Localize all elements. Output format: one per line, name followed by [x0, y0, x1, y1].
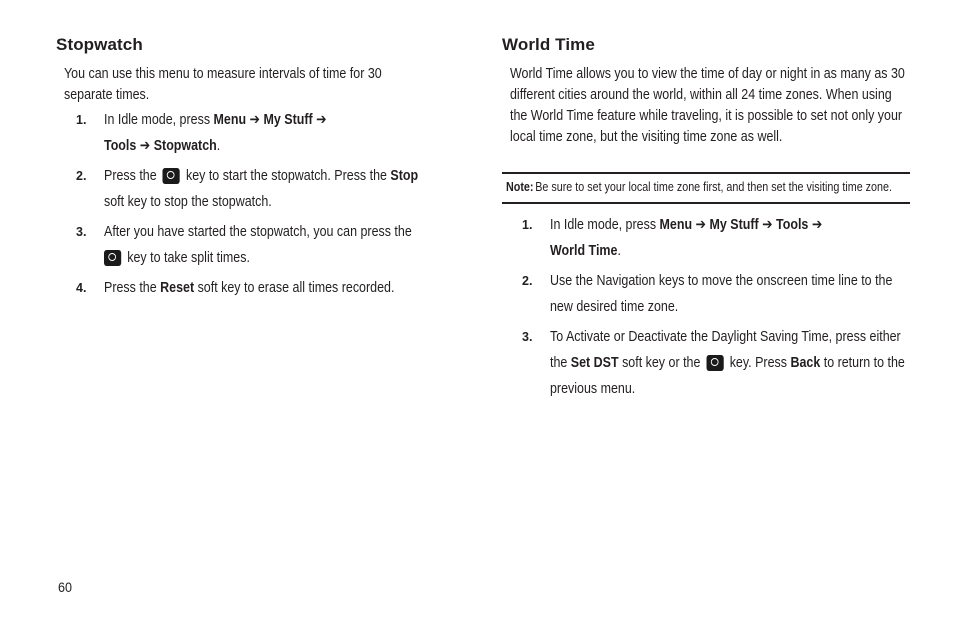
- ok-key-icon: [104, 250, 121, 266]
- ok-key-icon: [163, 168, 180, 184]
- ok-key-icon: [706, 355, 723, 371]
- stopwatch-step-2: 2. Press the key to start the stopwatch. Press the Stop soft key to stop the stopwatch.: [76, 168, 419, 210]
- stopwatch-step-3: 3. After you have started the stopwatch, you can press the key to take split times.: [76, 224, 412, 266]
- note-label: Note:: [506, 180, 534, 194]
- stopwatch-step-4: 4. Press the Reset soft key to erase all times recorded.: [76, 280, 395, 296]
- page-number: 60: [58, 579, 73, 595]
- stopwatch-heading: Stopwatch: [56, 35, 143, 54]
- world-time-section: [502, 35, 910, 402]
- world-time-steps: [502, 212, 910, 402]
- stopwatch-step-1: 1. In Idle mode, press Menu ➔ My Stuff ➔ Tools ➔ Stopwatch.: [76, 112, 327, 154]
- stopwatch-intro: You can use this menu to measure intervals of time for 30 separate times.: [64, 66, 382, 103]
- stopwatch-section: [56, 35, 456, 301]
- world-time-step-1: 1. In Idle mode, press Menu ➔ My Stuff ➔ Tools ➔ World Time.: [522, 217, 823, 259]
- world-time-heading: World Time: [502, 35, 595, 54]
- note-box: [502, 172, 910, 204]
- stopwatch-steps: [56, 107, 456, 301]
- world-time-intro: World Time allows you to view the time of day or night in as many as 30 different cities around the world, within all 24 time zones. When using the World Time feature while traveling, it is possible to set not only your local time zone, but the visiting time zone as well.: [510, 66, 905, 145]
- world-time-step-2: 2. Use the Navigation keys to move the onscreen time line to the new desired time zone.: [522, 273, 893, 315]
- note-text: Be sure to set your local time zone first, and then set the visiting time zone.: [535, 180, 892, 194]
- world-time-step-3: 3. To Activate or Deactivate the Daylight Saving Time, press either the Set DST soft key or the key. Press Back to return to the previous menu.: [522, 329, 905, 397]
